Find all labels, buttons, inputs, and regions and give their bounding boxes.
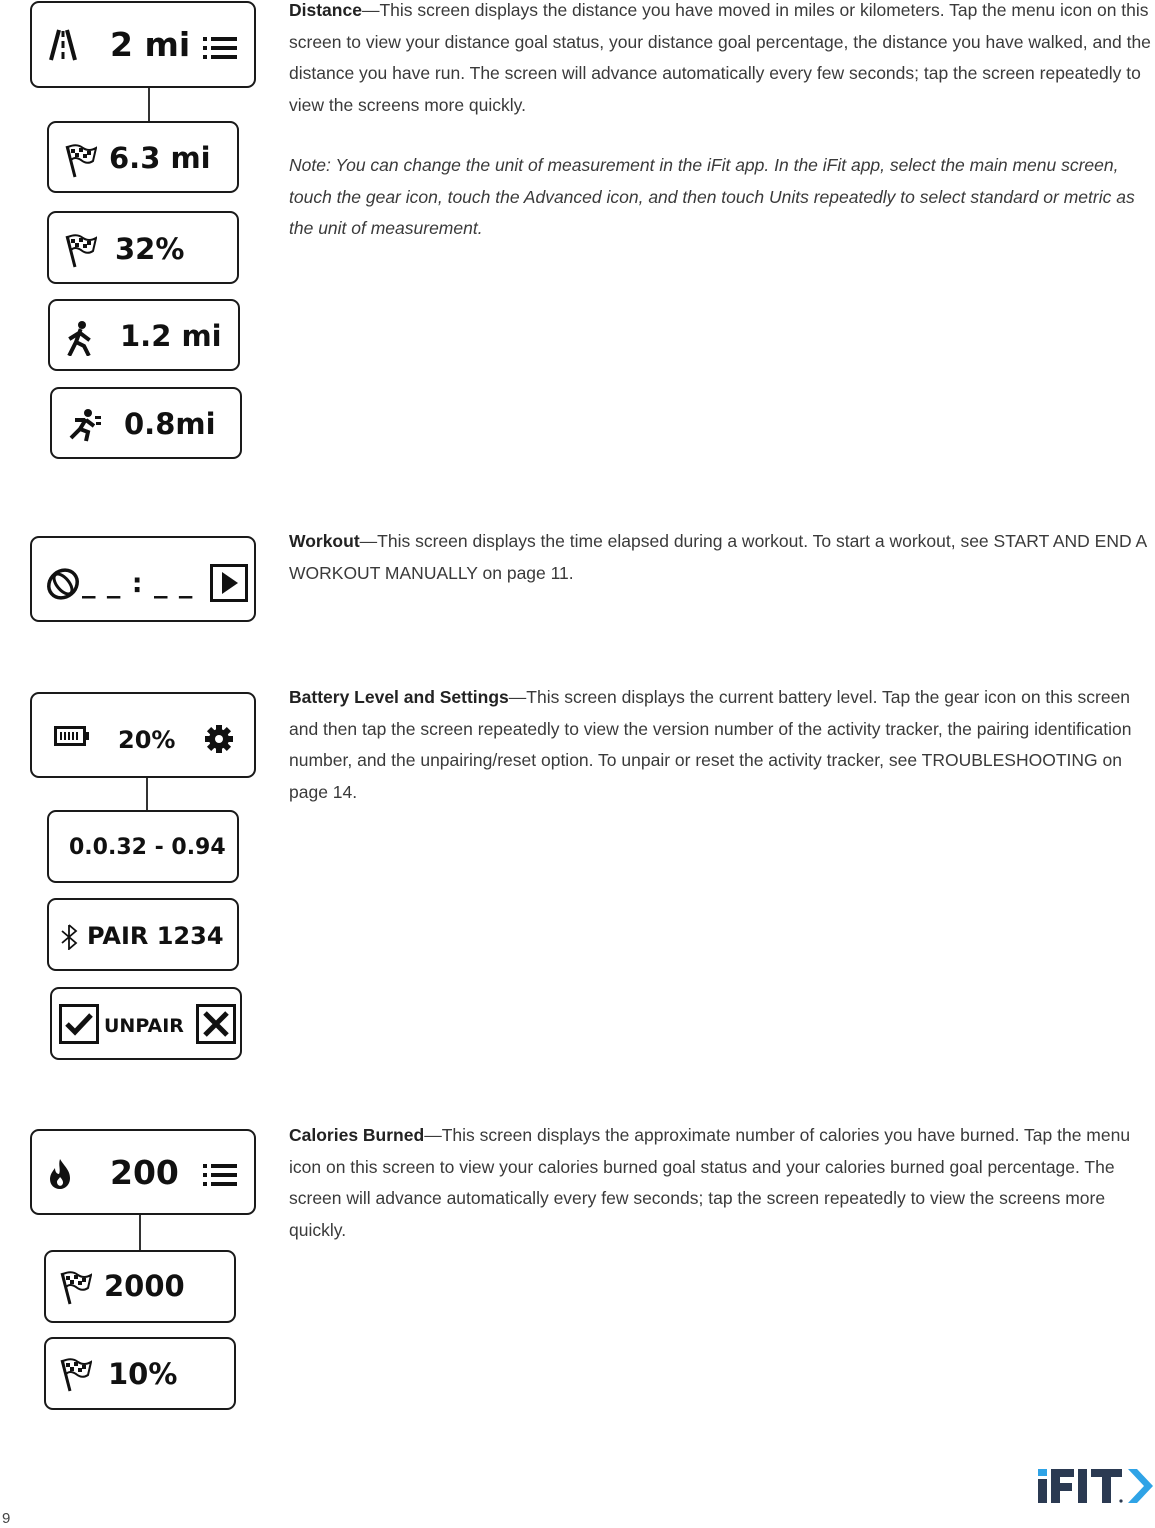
distance-walked-value: 1.2 mi xyxy=(120,319,222,353)
distance-note: Note: You can change the unit of measurement in the iFit app. In the iFit app, select the main menu screen, touch the gear icon, touch the Advanced icon, and then touch Units repeatedly to select standard or metric as the unit of measurement. xyxy=(289,155,1135,238)
unpair-screen[interactable] xyxy=(50,987,242,1060)
stopwatch-icon xyxy=(45,566,81,602)
distance-description xyxy=(289,0,1155,121)
distance-percent-screen[interactable] xyxy=(47,211,239,284)
page-number: 9 xyxy=(2,1510,11,1527)
unpair-label: UNPAIR xyxy=(104,1015,184,1037)
play-icon[interactable] xyxy=(210,564,248,602)
distance-goal-value: 6.3 mi xyxy=(109,141,211,175)
connector-line xyxy=(148,88,150,121)
calories-percent-screen[interactable] xyxy=(44,1337,236,1410)
calories-goal-screen[interactable] xyxy=(44,1250,236,1323)
menu-icon[interactable] xyxy=(203,1163,237,1187)
distance-value: 2 mi xyxy=(110,25,191,64)
connector-line xyxy=(139,1215,141,1250)
flag-icon xyxy=(58,1357,92,1393)
flag-icon xyxy=(63,143,97,179)
calories-percent-value: 10% xyxy=(108,1357,178,1391)
battery-screen[interactable] xyxy=(30,692,256,778)
workout-description xyxy=(289,526,1155,589)
workout-heading: Workout xyxy=(289,531,360,551)
battery-body: —This screen displays the current battery level. Tap the gear icon on this screen and then tap the screen repeatedly to view the version number of the activity tracker, the pairing identification number, and the unpairing/reset option. To unpair or reset the activity tracker, see TROUBLESHOOTING on page 14. xyxy=(289,687,1132,802)
check-icon[interactable] xyxy=(59,1004,99,1044)
distance-goal-screen[interactable] xyxy=(47,121,239,193)
run-icon xyxy=(66,408,102,442)
walk-icon xyxy=(66,320,94,356)
version-value: 0.0.32 - 0.94 xyxy=(69,835,226,860)
pair-screen[interactable] xyxy=(47,898,239,971)
distance-heading: Distance xyxy=(289,0,362,20)
flag-icon xyxy=(58,1270,92,1306)
flame-icon xyxy=(46,1157,74,1191)
calories-goal-value: 2000 xyxy=(104,1269,185,1303)
connector-line xyxy=(146,778,148,810)
battery-icon xyxy=(54,726,90,746)
pair-value: PAIR 1234 xyxy=(87,922,224,950)
battery-heading: Battery Level and Settings xyxy=(289,687,509,707)
battery-level-value: 20% xyxy=(118,726,176,754)
flag-icon xyxy=(63,233,97,269)
distance-walked-screen[interactable] xyxy=(48,299,240,371)
bluetooth-icon xyxy=(59,924,79,950)
road-icon xyxy=(48,27,78,63)
calories-body: —This screen displays the approximate number of calories you have burned. Tap the menu icon on this screen to view your calories burned goal status and your calories burned goal percentage. The screen will advance automatically every few seconds; tap the screen repeatedly to view the screens more quickly. xyxy=(289,1125,1131,1240)
menu-icon[interactable] xyxy=(203,36,237,60)
distance-screen[interactable] xyxy=(30,1,256,88)
calories-value: 200 xyxy=(110,1153,179,1192)
workout-timer-value: _ _ : _ _ xyxy=(82,568,194,599)
calories-screen[interactable] xyxy=(30,1129,256,1215)
version-screen[interactable] xyxy=(47,810,239,883)
distance-run-value: 0.8mi xyxy=(124,407,216,441)
ifit-logo xyxy=(1036,1466,1155,1511)
battery-description xyxy=(289,682,1155,808)
calories-description xyxy=(289,1120,1155,1246)
workout-body: —This screen displays the time elapsed during a workout. To start a workout, see START AND END A WORKOUT MANUALLY on page 11. xyxy=(289,531,1147,583)
calories-heading: Calories Burned xyxy=(289,1125,425,1145)
distance-body: —This screen displays the distance you have moved in miles or kilometers. Tap the menu icon on this screen to view your distance goal status, your distance goal percentage, the distance you have walked, and the distance you have run. The screen will advance automatically every few seconds; tap the screen repeatedly to view the screens more quickly. xyxy=(289,0,1151,115)
distance-percent-value: 32% xyxy=(115,232,185,266)
distance-run-screen[interactable] xyxy=(50,387,242,459)
x-icon[interactable] xyxy=(196,1004,236,1044)
workout-screen[interactable] xyxy=(30,536,256,622)
gear-icon[interactable] xyxy=(204,724,234,754)
